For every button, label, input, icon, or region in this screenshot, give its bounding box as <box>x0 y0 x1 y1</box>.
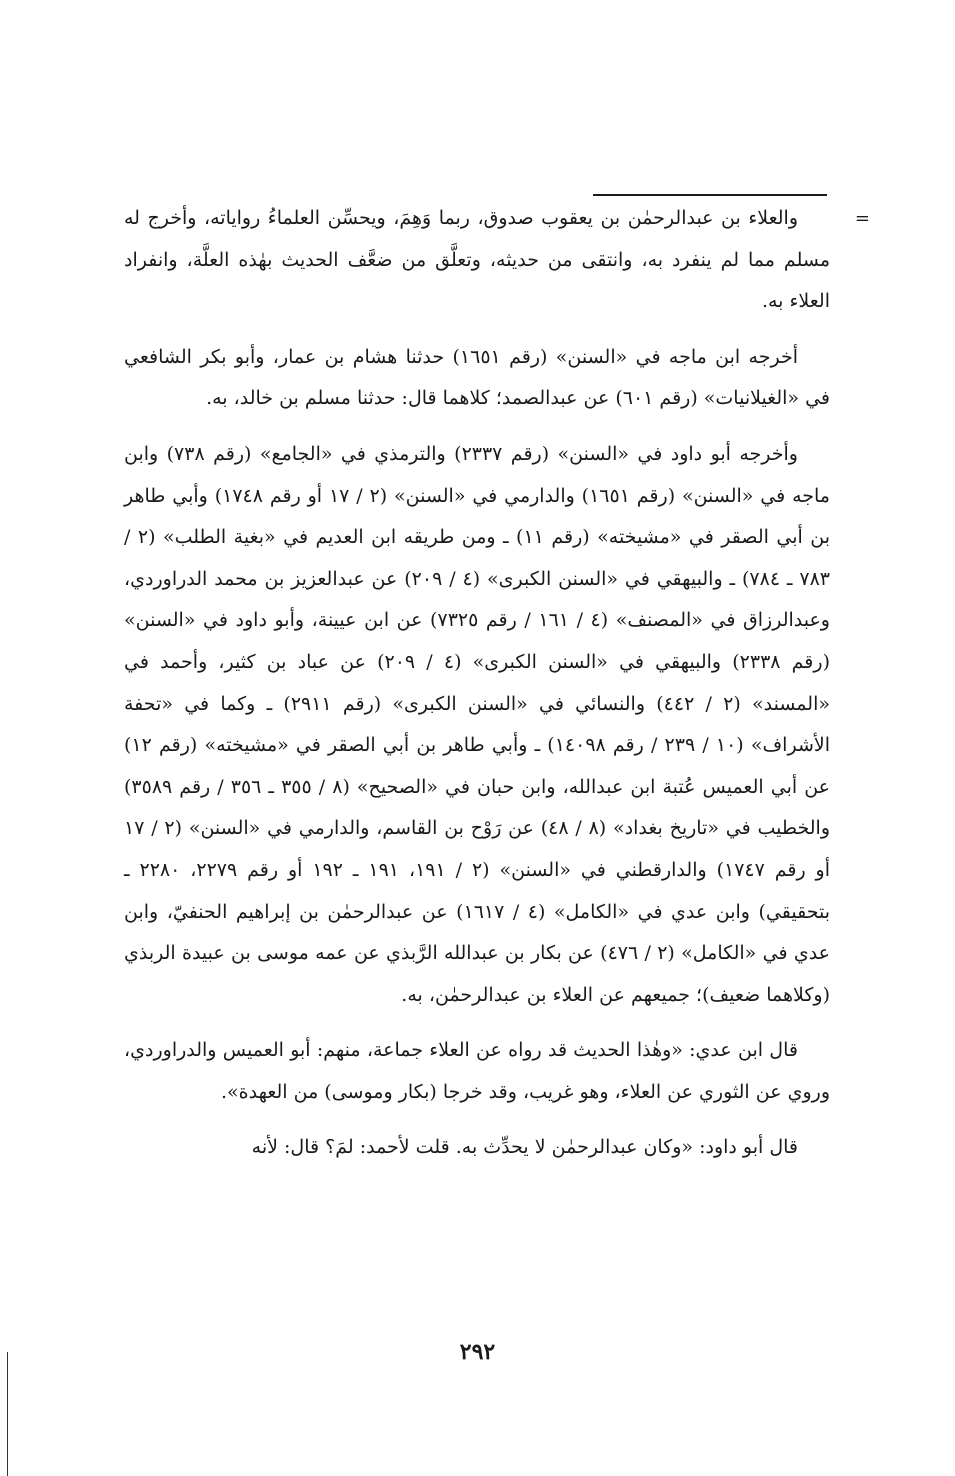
scan-edge-line <box>7 1418 8 1476</box>
footnote-text <box>124 198 870 1169</box>
footnote-paragraph-2: أخرجه ابن ماجه في «السنن» (رقم ١٦٥١) حدثنا هشام بن عمار، وأبو بكر الشافعي في «الغيلانيات» (رقم ٦٠١) عن عبدالصمد؛ كلاهما قال: حدثنا مسلم بن خالد، به. <box>124 345 830 410</box>
footnote-paragraph-1-text: والعلاء بن عبدالرحمٰن بن يعقوب صدوق، ربما وَهِمَ، ويحسِّن العلماءُ رواياته، وأخرج له مسلم مما لم ينفرد به، وانتقى من حديثه، وتعلَّق من ضعَّف الحديث بهٰذه العلَّة، وانفراد العلاء به. <box>124 207 830 313</box>
footnote-separator <box>593 194 827 196</box>
footnote-paragraph-5: قال أبو داود: «وكان عبدالرحمٰن لا يحدِّث به. قلت لأحمد: لمَ؟ قال: لأنه <box>251 1136 798 1159</box>
continuation-marker: = <box>854 208 870 229</box>
footnote-paragraph-4: قال ابن عدي: «وهٰذا الحديث قد رواه عن العلاء جماعة، منهم: أبو العميس والدراوردي، وروي عن الثوري عن العلاء، وهو غريب، وقد خرجا (بكار وموسى) من العهدة». <box>124 1039 830 1103</box>
footnote-paragraph-3: وأخرجه أبو داود في «السنن» (رقم ٢٣٣٧) والترمذي في «الجامع» (رقم ٧٣٨) وابن ماجه في «السنن» (رقم ١٦٥١) والدارمي في «السنن» (٢ / ١٧ أو رقم ١٧٤٨) وأبي طاهر بن أبي الصقر في «مشيخته» (رقم ١١) ـ ومن طريقه ابن العديم في «بغية الطلب» (٢ / ٧٨٣ ـ ٧٨٤) ـ والبيهقي في «السنن الكبرى» (٤ / ٢٠٩) عن عبدالعزيز بن محمد الدراوردي، وعبدالرزاق في «المصنف» (٤ / ١٦١ / رقم ٧٣٢٥) عن ابن عيينة، وأبو داود في «السنن» (رقم ٢٣٣٨) والبيهقي في «السنن الكبرى» (٤ / ٢٠٩) عن عباد بن كثير، وأحمد في «المسند» (٢ / ٤٤٢) والنسائي في «السنن الكبرى» (رقم ٢٩١١) ـ وكما في «تحفة الأشراف» (١٠ / ٢٣٩ / رقم ١٤٠٩٨) ـ وأبي طاهر بن أبي الصقر في «مشيخته» (رقم ١٢) عن أبي العميس عُتبة ابن عبدالله، وابن حبان في «الصحيح» (٨ / ٣٥٥ ـ ٣٥٦ / رقم ٣٥٨٩) والخطيب في «تاريخ بغداد» (٨ / ٤٨) عن رَوْح بن القاسم، والدارمي في «السنن» (٢ / ١٧ أو رقم ١٧٤٧) والدارقطني في «السنن» (٢ / ١٩١، ١٩١ ـ ١٩٢ أو رقم ٢٢٧٩، ٢٢٨٠ ـ بتحقيقي) وابن عدي في «الكامل» (٤ / ١٦١٧) عن عبدالرحمٰن بن إبراهيم الحنفيّ، وابن عدي في «الكامل» (٢ / ٤٧٦) عن بكار بن عبدالله الرَّبذي عن عمه موسى بن عبيدة الربذي (وكلاهما ضعيف)؛ جميعهم عن العلاء بن عبدالرحمٰن، به. <box>124 442 831 1006</box>
scan-edge-line <box>7 1352 8 1418</box>
footnote-paragraph-1 <box>124 198 870 323</box>
page-number: ٢٩٢ <box>459 1339 496 1365</box>
